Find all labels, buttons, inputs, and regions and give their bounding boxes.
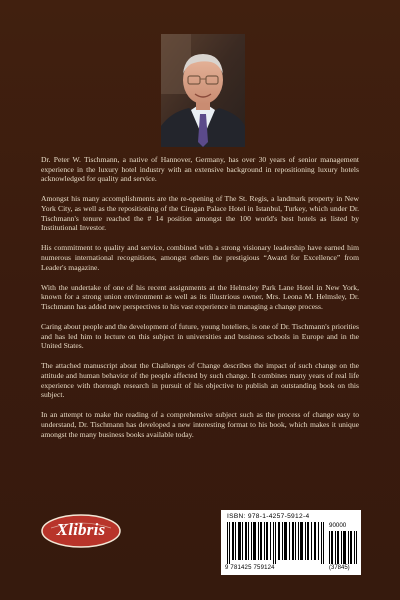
bio-paragraph-6: The attached manuscript about the Challenges of Change describes the impact of such change on the attitude and human behavior of the people affected by such change. It combines many years of real life experience with thorough research in pursuit of his objective to publish an outstanding book on this subject. — [41, 361, 359, 400]
bio-paragraph-3: His commitment to quality and service, combined with a strong visionary leadership have earned him numerous international recognitions, amongst others the prestigious “Award for Excellence” from Leader's magazine. — [41, 243, 359, 272]
bio-paragraph-5: Caring about people and the development of future, young hoteliers, is one of Dr. Tischmann's priorities and has led him to lecture on this subject in universities and business schools in Europe and in the United States. — [41, 322, 359, 351]
barcode-addon-code: (37845) — [329, 565, 350, 571]
bio-paragraph-7: In an attempt to make the reading of a comprehensive subject such as the process of change easy to understand, Dr. Tischmann has developed a new interesting format to his book, which makes it unique amongst the many business books available today. — [41, 410, 359, 439]
barcode-addon-number: 90000 — [329, 522, 347, 529]
bio-paragraph-2: Amongst his many accomplishments are the re-opening of The St. Regis, a landmark property in New York City, as well as the repositioning of the Ciragan Palace Hotel in Istanbul, Turkey, which under Dr. Tischmann's tenure reached the # 14 position amongst the 100 world's best hotels as listed by Institutional Investor. — [41, 194, 359, 233]
author-portrait-icon — [161, 34, 245, 147]
author-photo — [161, 34, 245, 147]
bio-paragraph-4: With the undertake of one of his recent assignments at the Helmsley Park Lane Hotel in New York, known for a strong union environment as well as its illustrious owner, Mrs. Leona M. Helmsley, Dr. Tischmann has added new perspectives to his vast experience in managing a change process. — [41, 282, 359, 311]
barcode-bars-icon — [227, 522, 325, 564]
barcode-digits: 9 781425 759124 — [225, 565, 275, 571]
publisher-name: Xlibris — [56, 520, 106, 539]
barcode-addon-bars-icon — [329, 531, 357, 564]
publisher-logo — [41, 514, 121, 548]
author-biography — [41, 155, 359, 450]
isbn-label: ISBN: 978-1-4257-5912-4 — [227, 513, 310, 520]
isbn-barcode — [221, 510, 361, 575]
bio-paragraph-1: Dr. Peter W. Tischmann, a native of Hannover, Germany, has over 30 years of senior management experience in the luxury hotel industry with an extensive background in repositioning luxury hotels acknowledged for quality and service. — [41, 155, 359, 184]
